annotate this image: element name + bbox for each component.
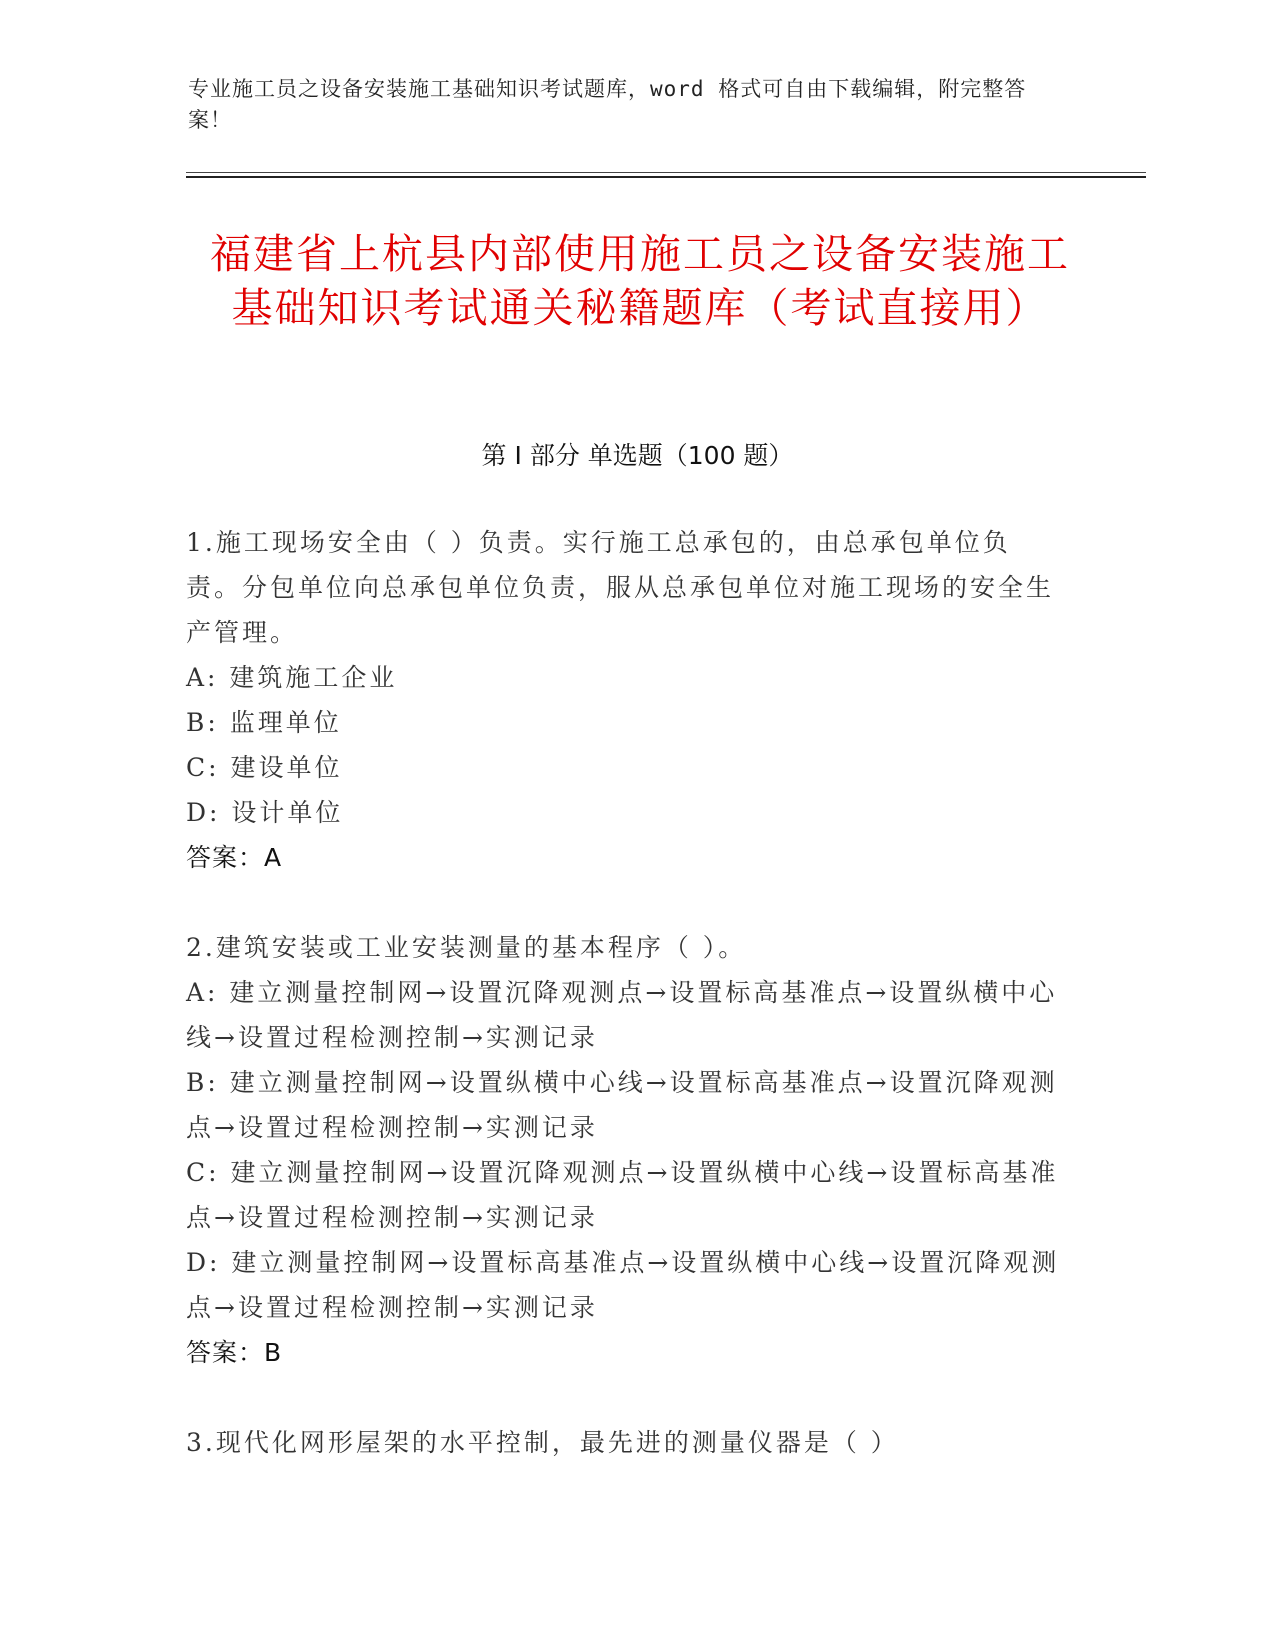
answer: 答案：A xyxy=(186,843,283,872)
answer: 答案：B xyxy=(186,1338,283,1367)
question-stem: 1.施工现场安全由（ ）负责。实行施工总承包的，由总承包单位负责。分包单位向总承包单位负责，服从总承包单位对施工现场的安全生产管理。 xyxy=(186,528,1055,647)
section-heading: 第 I 部分 单选题（100 题） xyxy=(481,441,794,470)
header-note: 专业施工员之设备安装施工基础知识考试题库，word 格式可自由下载编辑，附完整答案！ xyxy=(188,77,1027,132)
question-stem: 3.现代化网形屋架的水平控制，最先进的测量仪器是（ ） xyxy=(186,1428,899,1457)
option-a: A: 建筑施工企业 xyxy=(186,663,398,692)
document-title: 福建省上杭县内部使用施工员之设备安装施工基础知识考试通关秘籍题库（考试直接用） xyxy=(210,230,1070,332)
question-stem: 2.建筑安装或工业安装测量的基本程序（ ）。 xyxy=(186,933,747,962)
option-d: D: 设计单位 xyxy=(186,798,344,827)
question-1 xyxy=(186,520,1066,880)
option-b: B: 建立测量控制网→设置纵横中心线→设置标高基准点→设置沉降观测点→设置过程检测控制→实测记录 xyxy=(186,1068,1058,1142)
question-list xyxy=(186,520,1066,1510)
question-2 xyxy=(186,925,1066,1375)
header-divider-thick xyxy=(186,176,1146,178)
option-c: C: 建设单位 xyxy=(186,753,343,782)
option-d: D: 建立测量控制网→设置标高基准点→设置纵横中心线→设置沉降观测点→设置过程检测控制→实测记录 xyxy=(186,1248,1060,1322)
header-divider-thin xyxy=(186,172,1146,173)
option-c: C: 建立测量控制网→设置沉降观测点→设置纵横中心线→设置标高基准点→设置过程检测控制→实测记录 xyxy=(186,1158,1059,1232)
option-a: A: 建立测量控制网→设置沉降观测点→设置标高基准点→设置纵横中心线→设置过程检测控制→实测记录 xyxy=(186,978,1058,1052)
option-b: B: 监理单位 xyxy=(186,708,342,737)
question-3 xyxy=(186,1420,1066,1465)
